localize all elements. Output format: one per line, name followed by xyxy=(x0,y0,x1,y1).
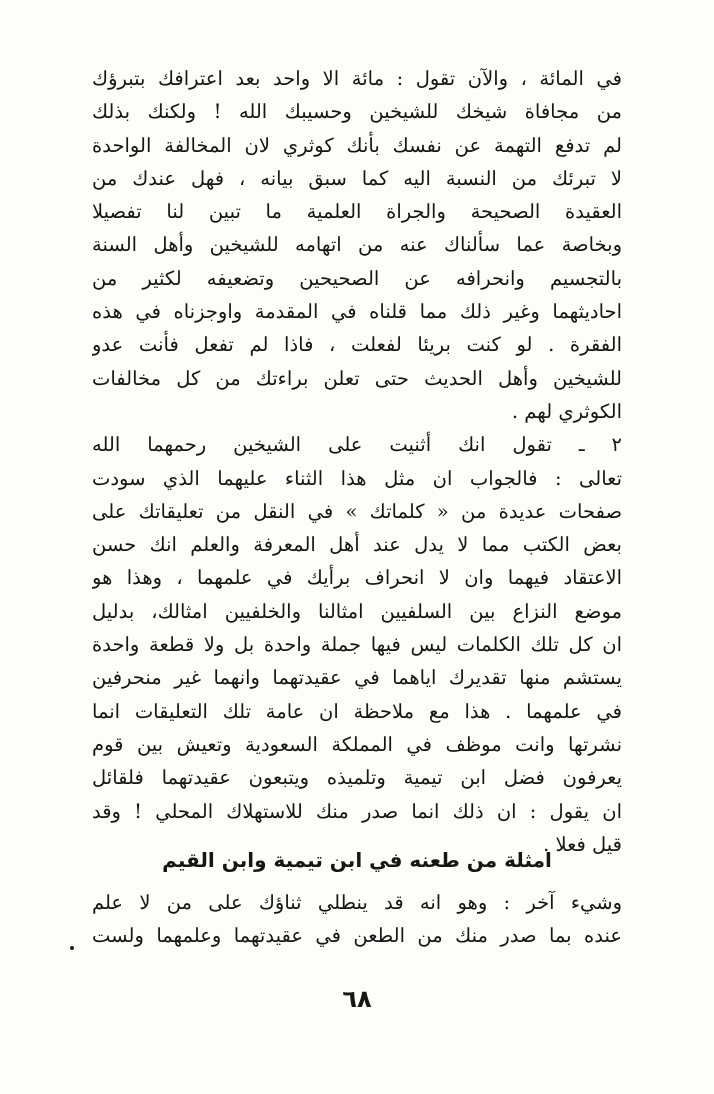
text-line: ان كل تلك الكلمات ليس فيها جملة واحدة بل ولا قطعة واحدة xyxy=(92,633,622,657)
text-line: ان يقول : ان ذلك انما صدر منك للاستهلاك المحلي ! وقد xyxy=(92,799,622,823)
text-line: موضع النزاع بين السلفيين امثالنا والخلفيين امثالك، بدليل xyxy=(92,599,622,623)
text-line: تعالى : فالجواب ان مثل هذا الثناء عليهما الذي سودت xyxy=(92,466,622,490)
text-line: ٢ ـ تقول انك أثنيت على الشيخين رحمهما الله xyxy=(92,433,622,457)
body-text xyxy=(92,62,622,861)
text-line: لم تدفع التهمة عن نفسك بأنك كوثري لان المخالفة الواحدة xyxy=(92,133,622,157)
text-line: من مجافاة شيخك للشيخين وحسيبك الله ! ولكنك بذلك xyxy=(92,100,622,124)
text-line: الفقرة . لو كنت بريئا لفعلت ، فاذا لم تفعل فأنت عدو xyxy=(92,333,622,357)
section-text xyxy=(92,886,622,953)
text-line: احاديثهما وغير ذلك مما قلناه في المقدمة واوجزناه في هذه xyxy=(92,300,622,324)
section-heading: امثلة من طعنه في ابن تيمية وابن القيم xyxy=(162,848,552,872)
ink-dot xyxy=(70,946,74,950)
text-line: صفحات عديدة من « كلماتك » في النقل من تعليقاتك على xyxy=(92,499,622,523)
text-line: في المائة ، والآن تقول : مائة الا واحد بعد اعترافك بتبرؤك xyxy=(92,67,622,90)
text-line: العقيدة الصحيحة والجراة العلمية ما تبين لنا تفصيلا xyxy=(92,200,622,224)
text-line: الكوثري لهم . xyxy=(511,399,622,423)
page-number: ٦٨ xyxy=(342,985,372,1013)
text-line: لا تبرئك من النسبة اليه كما سبق بيانه ، فهل عندك من xyxy=(92,166,622,190)
text-line: نشرتها وانت موظف في المملكة السعودية وتعيش بين قوم xyxy=(92,732,622,756)
text-line: بالتجسيم وانحرافه عن الصحيحين وتضعيفه لكثير من xyxy=(92,266,622,290)
text-line: وبخاصة عما سألناك عنه من اتهامه للشيخين وأهل السنة xyxy=(92,233,622,257)
text-line: قيل فعلا . xyxy=(543,832,622,856)
text-line: وشيء آخر : وهو انه قد ينطلي ثناؤك على من لا علم xyxy=(92,891,622,914)
text-line: يعرفون فضل ابن تيمية وتلميذه ويتبعون عقيدتهما فلقائل xyxy=(92,766,622,790)
text-line: الاعتقاد فيهما وان لا انحراف برأيك في علمهما ، وهذا هو xyxy=(92,566,622,590)
text-line: عنده بما صدر منك من الطعن في عقيدتهما وعلمهما ولست xyxy=(92,924,622,948)
text-line: في علمهما . هذا مع ملاحظة ان عامة تلك التعليقات انما xyxy=(92,699,622,723)
text-line: للشيخين وأهل الحديث حتى تعلن براءتك من كل مخالفات xyxy=(92,366,622,390)
text-line: يستشم منها تقديرك اياهما في عقيدتهما وانهما غير منحرفين xyxy=(92,666,622,690)
text-line: بعض الكتب مما لا يدل عند أهل المعرفة والعلم انك حسن xyxy=(92,533,622,557)
